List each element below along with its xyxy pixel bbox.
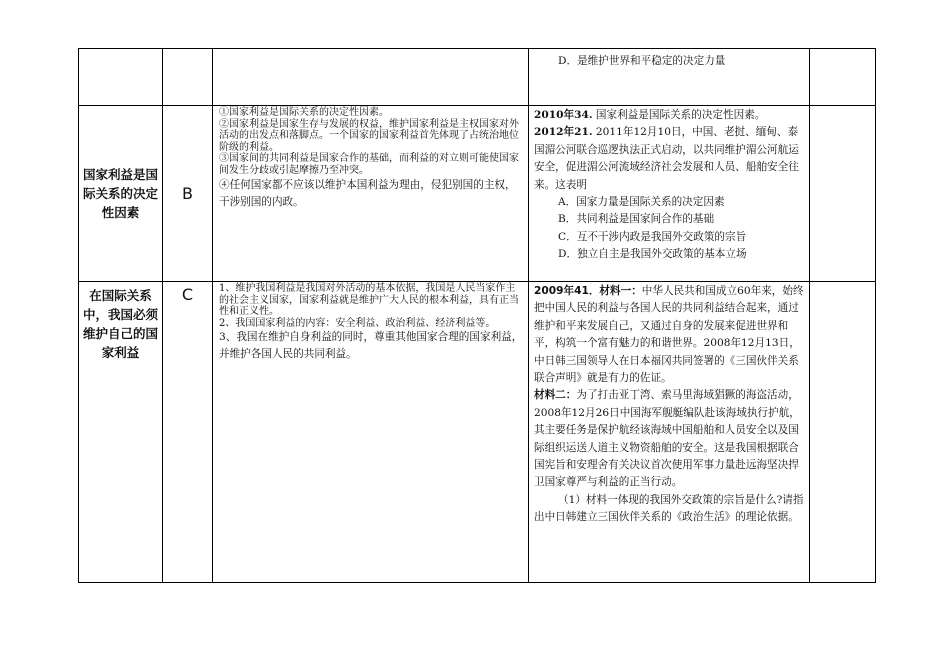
grade-cell: C	[163, 282, 213, 583]
table-row	[79, 49, 876, 106]
point-3: ③国家间的共同利益是国家合作的基础，而利益的对立则可能使国家间发生分歧或引起摩擦乃至冲突。	[219, 153, 519, 176]
option-d: D．独立自主是我国外交政策的基本立场	[558, 248, 747, 261]
syllabus-table	[78, 48, 876, 583]
material-label: 2009年41．材料一：	[534, 285, 642, 297]
table-row	[79, 106, 876, 282]
topic-cell: 国家利益是国际关系的决定性因素	[79, 106, 163, 282]
material-text: 中华人民共和国成立60年来，始终把中国人民的利益与各国人民的共同利益结合起来，通过维护和平来发展自己，又通过自身的发展来促进世界和平，构筑一个富有魅力的和谐世界。2008年12月13日，中日韩三国领导人在日本福冈共同签署的《三国伙伴关系联合声明》就是有力的佐证。	[534, 285, 804, 385]
exam-text: 2011年12月10日，中国、老挝、缅甸、泰国湄公河联合巡逻执法正式启动，以共同维护湄公河航运安全，促进湄公河流域经济社会发展和人员、船舶安全往来。这表明	[534, 126, 799, 191]
grade-cell: B	[163, 106, 213, 282]
notes-cell	[810, 106, 876, 282]
option-a: A．国家力量是国际关系的决定因素	[558, 196, 725, 209]
points-cell	[213, 106, 529, 282]
notes-cell	[810, 49, 876, 106]
option-b: B．共同利益是国家间合作的基础	[558, 213, 715, 226]
point-1: ①国家利益是国际关系的决定性因素。	[219, 107, 389, 118]
point-4: ④任何国家都不应该以维护本国利益为理由，侵犯别国的主权，干涉别国的内政。	[219, 178, 516, 208]
example-cell	[529, 282, 810, 583]
points-cell	[213, 49, 529, 106]
exam-label: 2010年34.	[534, 109, 593, 121]
point-3: 3、我国在维护自身利益的同时，尊重其他国家合理的国家利益，并维护各国人民的共同利益。	[219, 331, 523, 361]
example-cell	[529, 106, 810, 282]
exam-text: 国家利益是国际关系的决定性因素。	[595, 109, 766, 121]
option-d: D．是维护世界和平稳定的决定力量	[558, 55, 726, 67]
points-cell	[213, 282, 529, 583]
material-text: 为了打击亚丁湾、索马里海域猖獗的海盗活动，2008年12月26日中国海军舰艇编队赴该海域执行护航，其主要任务是保护航经该海域中国船舶和人员安全以及国际组织运送人道主义物资船舶的安全。这是我国根据联合国宪旨和安理舍有关决议首次使用军事力量赴远海坚决捍卫国家尊严与利益的正当行动。	[534, 389, 800, 489]
point-2: 2、我国国家利益的内容：安全利益、政治利益、经济利益等。	[219, 317, 496, 329]
option-c: C．互不干涉内政是我国外交政策的宗旨	[558, 230, 747, 243]
point-1: 1、维护我国利益是我国对外活动的基本依据，我国是人民当家作主的社会主义国家，国家利益就是维护广大人民的根本利益，具有正当性和正义性。	[219, 283, 519, 318]
table-row	[79, 282, 876, 583]
topic-cell: 在国际关系中，我国必须维护自己的国家利益	[79, 282, 163, 583]
notes-cell	[810, 282, 876, 583]
grade-cell	[163, 49, 213, 106]
material-label: 材料二：	[534, 389, 577, 402]
exam-label: 2012年21.	[534, 126, 593, 139]
question-1: （1）材料一体现的我国外交政策的宗旨是什么?请指出中日韩建立三国伙伴关系的《政治生活》的理论依据。	[534, 493, 804, 524]
topic-cell	[79, 49, 163, 106]
example-cell	[529, 49, 810, 106]
point-2: ②国家利益是国家生存与发展的权益，维护国家利益是主权国家对外活动的出发点和落脚点。一个国家的国家利益首先体现了占统治地位阶级的利益。	[219, 118, 519, 153]
